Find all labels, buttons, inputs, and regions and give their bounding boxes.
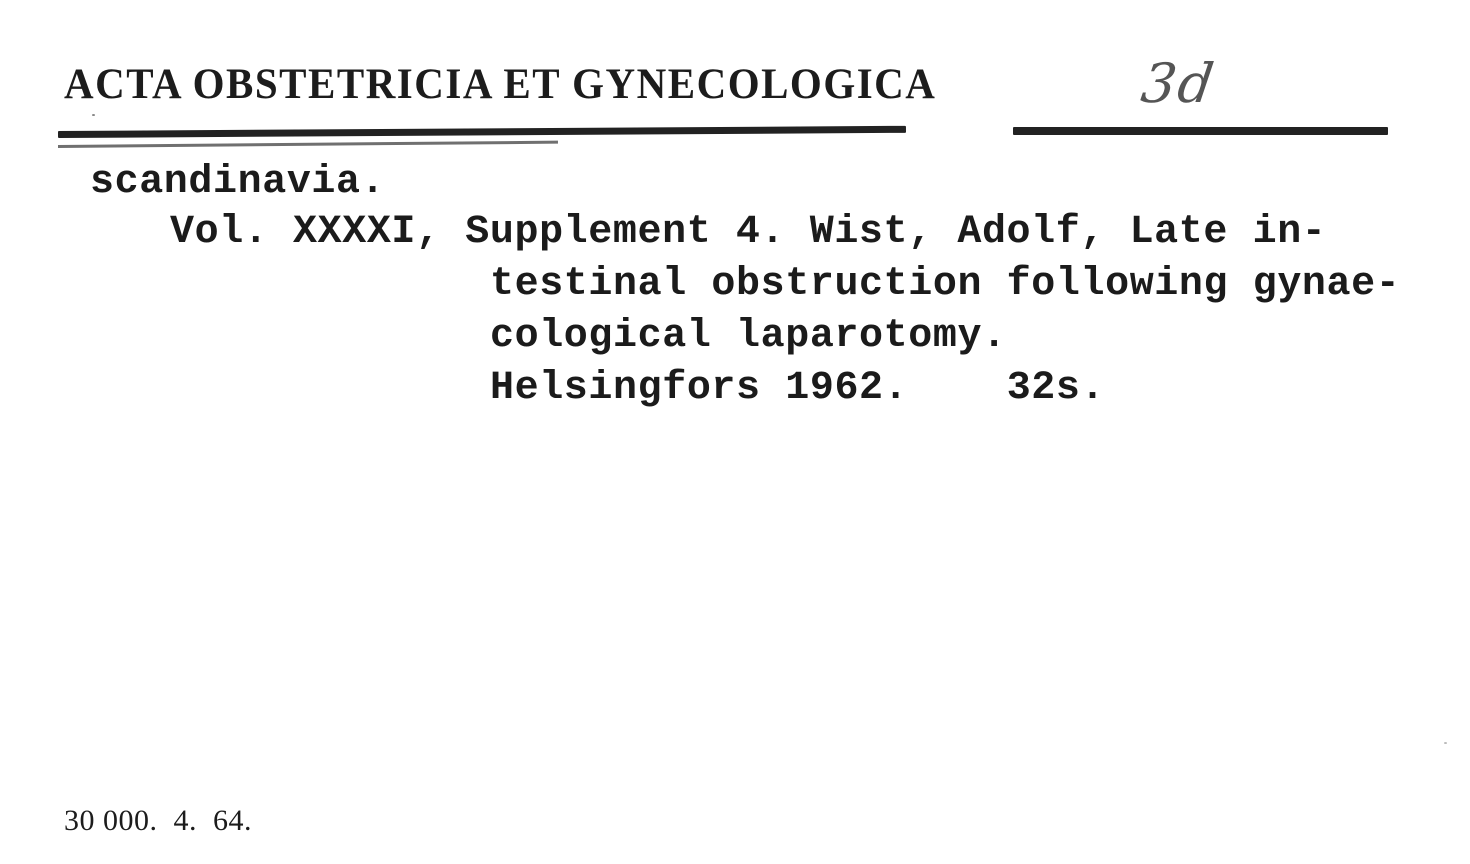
volume-label: Vol. XXXXI, xyxy=(170,210,441,255)
entry-first-line xyxy=(170,210,1326,255)
heading-underline-shadow xyxy=(58,141,558,148)
heading-continuation: scandinavia. xyxy=(90,160,386,205)
page-count: 32s. xyxy=(1006,366,1106,411)
entry-text-line-1: Supplement 4. Wist, Adolf, Late in- xyxy=(465,210,1327,255)
heading-underline-right xyxy=(1013,127,1388,135)
card-print-code: 30 000. 4. 64. xyxy=(64,804,252,837)
entry-text-line-3: cological laparotomy. xyxy=(490,314,1007,359)
entry-text-line-2: testinal obstruction following gynae- xyxy=(490,262,1401,307)
imprint-place-year: Helsingfors 1962. xyxy=(490,366,909,411)
handwritten-shelf-mark: 3d xyxy=(1137,52,1220,115)
series-heading: ACTA OBSTETRICIA ET GYNECOLOGICA xyxy=(64,59,937,108)
paper-speck xyxy=(1444,742,1447,744)
paper-speck xyxy=(92,114,95,116)
imprint-line xyxy=(490,366,1105,411)
heading-underline-left xyxy=(58,126,906,138)
